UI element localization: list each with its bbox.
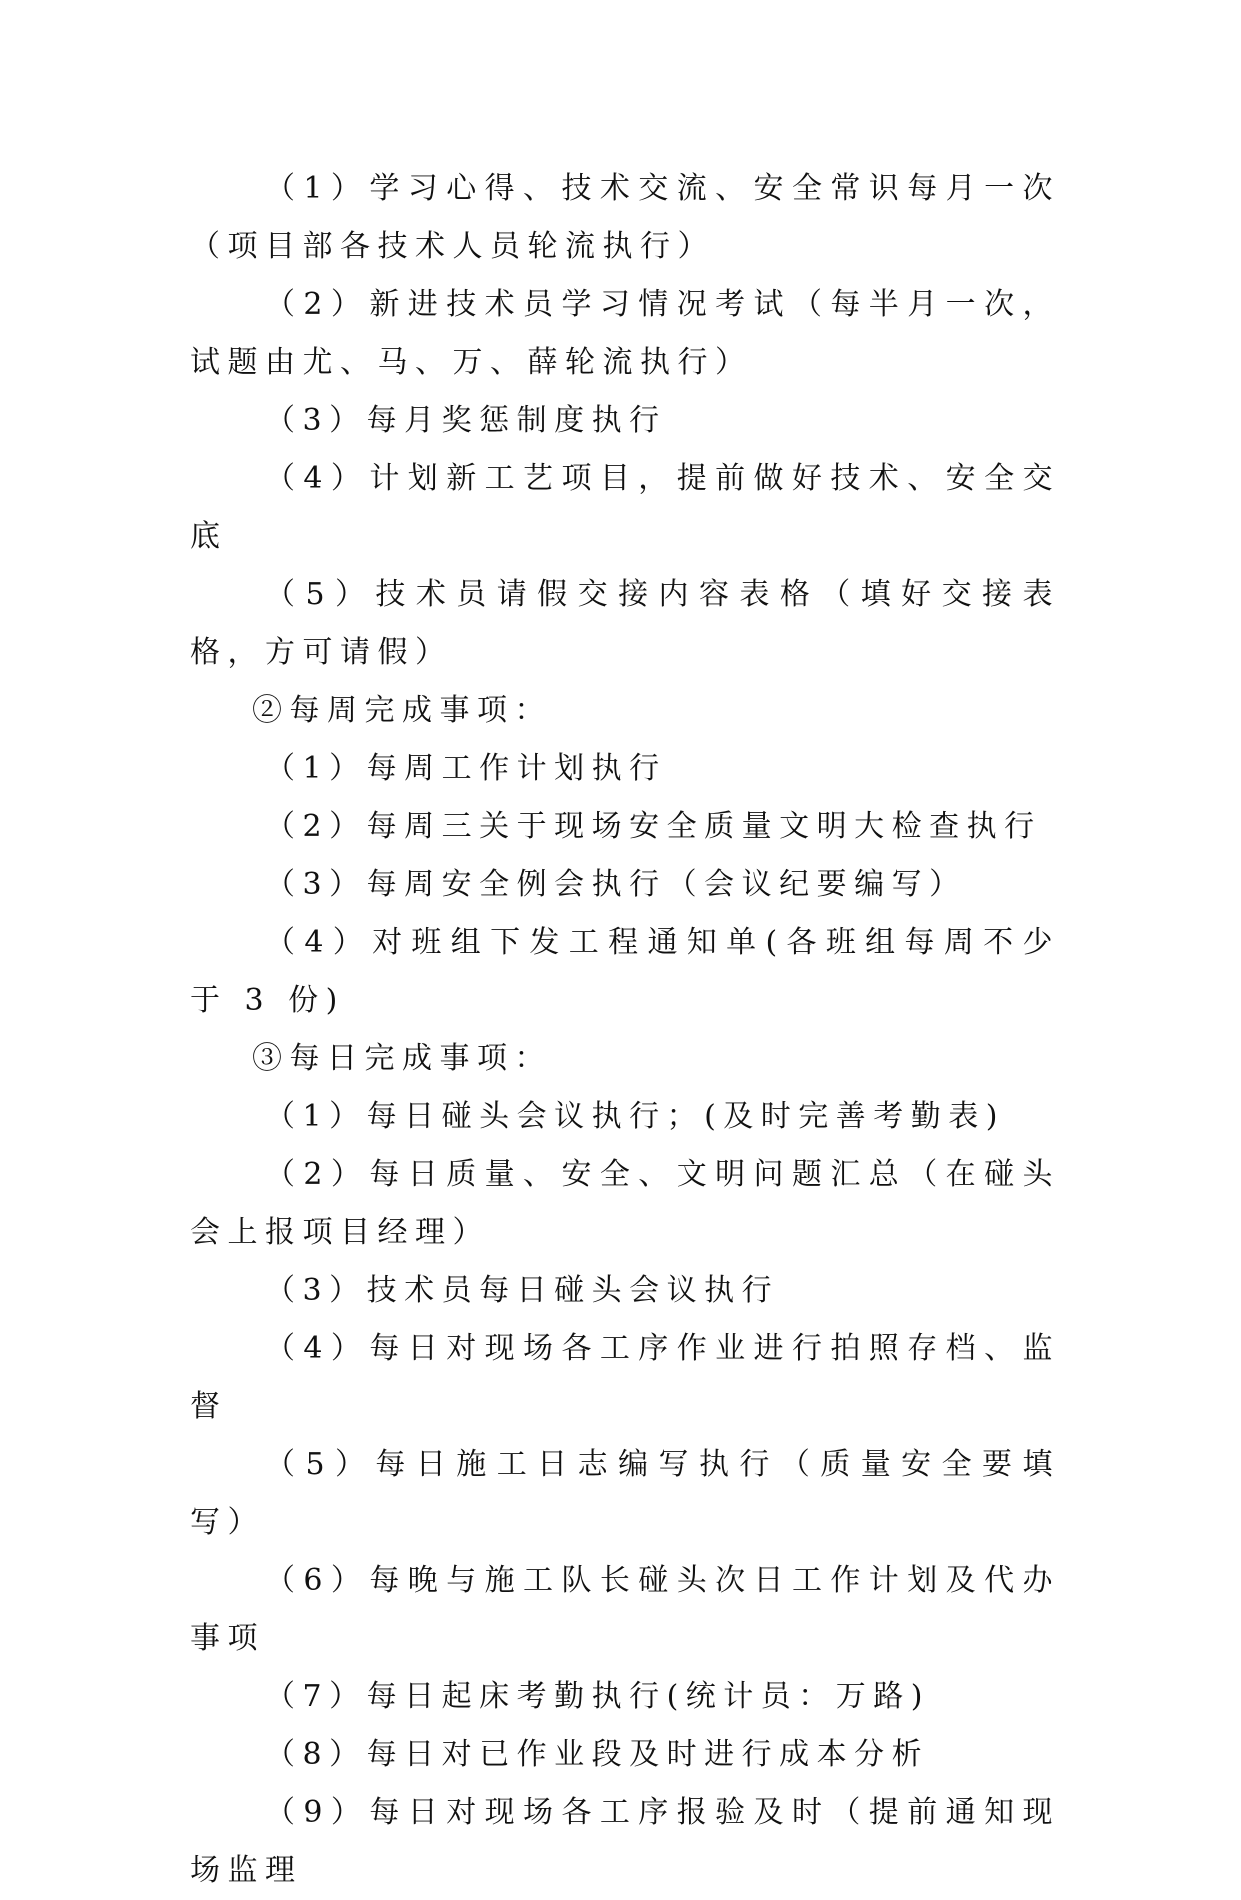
list-item: （2）每周三关于现场安全质量文明大检查执行: [265, 809, 1042, 844]
list-item: （2）每日质量、安全、文明问题汇总（在碰头会上报项目经理）: [190, 1157, 1060, 1250]
section-heading-weekly: ②每周完成事项：: [252, 693, 552, 728]
document-body: [190, 160, 1060, 1900]
list-item: （7）每日起床考勤执行(统计员：万路): [265, 1679, 930, 1714]
list-item: （6）每晚与施工队长碰头次日工作计划及代办事项: [190, 1563, 1060, 1656]
list-item: （2）新进技术员学习情况考试（每半月一次，试题由尤、马、万、薛轮流执行）: [190, 287, 1060, 380]
list-item: （3）技术员每日碰头会议执行: [265, 1273, 780, 1308]
list-item: （5）技术员请假交接内容表格（填好交接表格，方可请假）: [190, 577, 1060, 670]
list-item: （1）学习心得、技术交流、安全常识每月一次（项目部各技术人员轮流执行）: [190, 171, 1060, 264]
list-item: （9）每日对现场各工序报验及时（提前通知现场监理: [190, 1795, 1060, 1888]
list-item: （5）每日施工日志编写执行（质量安全要填写）: [190, 1447, 1060, 1540]
list-item: （4）对班组下发工程通知单(各班组每周不少于 3 份): [190, 925, 1060, 1018]
list-item: （1）每日碰头会议执行；(及时完善考勤表): [265, 1099, 1005, 1134]
list-item: （3）每周安全例会执行（会议纪要编写）: [265, 867, 967, 902]
list-item: （8）每日对已作业段及时进行成本分析: [265, 1737, 930, 1772]
section-heading-daily: ③每日完成事项：: [252, 1041, 552, 1076]
list-item: （4）计划新工艺项目，提前做好技术、安全交底: [190, 461, 1060, 554]
list-item: （3）每月奖惩制度执行: [265, 403, 667, 438]
list-item: （1）每周工作计划执行: [265, 751, 667, 786]
list-item: （4）每日对现场各工序作业进行拍照存档、监督: [190, 1331, 1060, 1424]
